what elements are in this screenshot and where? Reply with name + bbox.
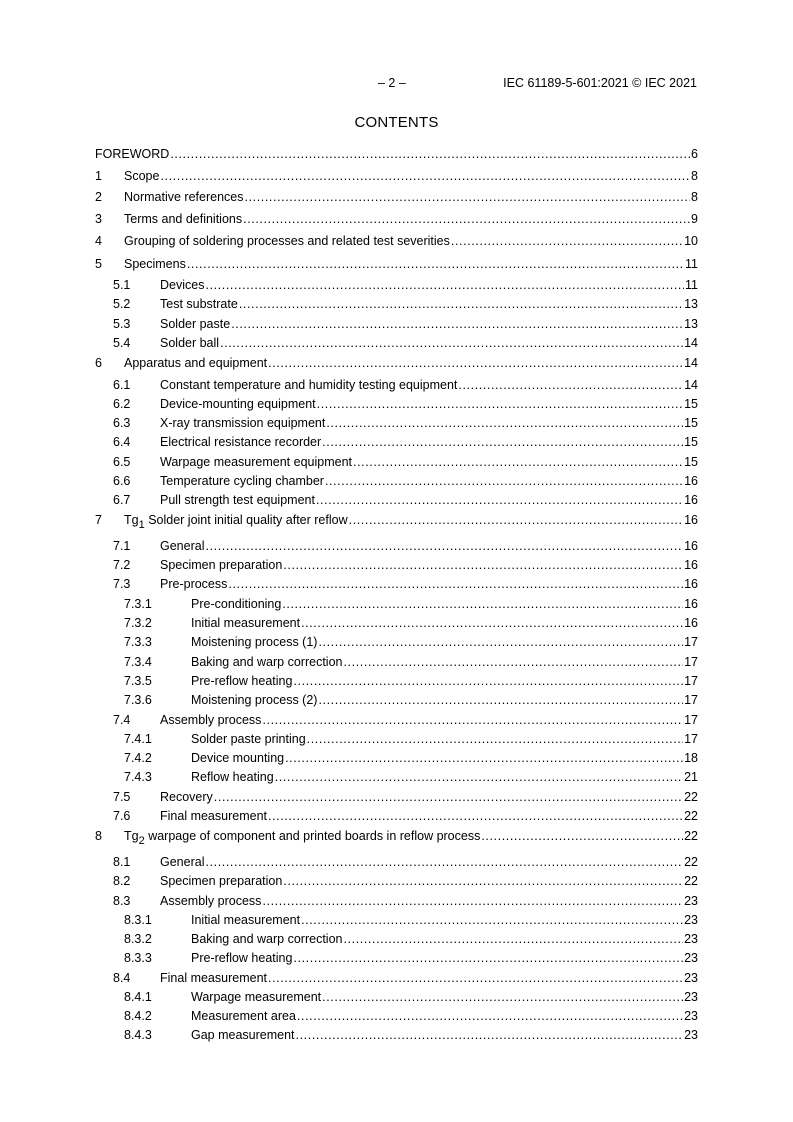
toc-entry-label-prefix: Tg [124,829,139,843]
toc-entry-label: Specimen preparation [160,558,283,572]
toc-leader-dots [231,316,683,332]
toc-entry-label: Warpage measurement [191,990,322,1004]
toc-entry-label: Pull strength test equipment [160,493,315,507]
toc-leader-dots [293,673,683,689]
toc-entry[interactable] [95,211,698,227]
toc-entry[interactable] [95,808,698,824]
toc-leader-dots [322,989,683,1005]
toc-entry[interactable] [95,931,698,947]
toc-entry-page: 14 [684,378,698,392]
toc-entry[interactable] [95,189,698,205]
toc-entry-label: Devices [160,278,205,292]
toc-entry-number: 3 [95,212,102,226]
toc-entry-page: 15 [684,455,698,469]
toc-leader-dots [343,931,683,947]
toc-entry-label: General [160,539,205,553]
toc-leader-dots [318,692,683,708]
toc-entry-label: Solder paste printing [191,732,306,746]
toc-entry-page: 16 [684,577,698,591]
toc-entry-label: Device-mounting equipment [160,397,316,411]
toc-entry-page: 16 [684,474,698,488]
toc-entry-page: 9 [691,212,698,226]
toc-entry[interactable] [95,893,698,909]
toc-entry-page: 23 [684,971,698,985]
toc-entry-number: 7.5 [113,790,131,804]
toc-entry[interactable] [95,233,698,249]
toc-entry-number: 7.4.1 [124,732,152,746]
toc-entry[interactable] [95,576,698,592]
toc-entry-number: 8.2 [113,874,131,888]
toc-entry-page: 14 [684,356,698,370]
toc-entry-page: 22 [684,829,698,843]
toc-entry-number: 7.3.3 [124,635,152,649]
toc-entry-label: Specimen preparation [160,874,283,888]
toc-entry-page: 6 [691,147,698,161]
toc-leader-dots [285,750,683,766]
toc-leader-dots [322,434,683,450]
toc-entry-label: Measurement area [191,1009,296,1023]
toc-entry-page: 23 [684,951,698,965]
toc-entry-page: 23 [684,894,698,908]
toc-leader-dots [245,189,691,205]
toc-entry[interactable] [95,615,698,631]
toc-entry-number: 7.4.3 [124,770,152,784]
toc-entry-number: 8 [95,829,102,843]
toc-entry[interactable] [95,335,698,351]
toc-leader-dots [205,277,684,293]
toc-entry-number: 7.4.2 [124,751,152,765]
toc-leader-dots [205,538,683,554]
toc-entry-page: 17 [684,732,698,746]
toc-entry-page: 8 [691,190,698,204]
toc-entry[interactable] [95,473,698,489]
toc-entry-page: 15 [684,397,698,411]
toc-entry[interactable] [95,596,698,612]
toc-entry-number: 6.5 [113,455,131,469]
toc-entry-page: 17 [684,693,698,707]
toc-entry-page: 17 [684,713,698,727]
toc-entry-label: Recovery [160,790,213,804]
toc-entry[interactable] [95,277,698,293]
toc-leader-dots [301,912,683,928]
toc-entry-label: Moistening process (2) [191,693,318,707]
toc-entry-page: 17 [684,635,698,649]
toc-leader-dots [353,454,683,470]
toc-entry-number: 7.3.6 [124,693,152,707]
toc-leader-dots [170,146,690,162]
toc-leader-dots [317,396,683,412]
toc-entry-page: 13 [684,317,698,331]
toc-entry-label: Final measurement [160,809,267,823]
toc-entry-label: Terms and definitions [124,212,243,226]
toc-entry-page: 16 [684,616,698,630]
toc-entry[interactable] [95,454,698,470]
toc-entry-page: 22 [684,855,698,869]
toc-entry-label: Assembly process [160,894,262,908]
toc-entry-page: 23 [684,913,698,927]
toc-leader-dots [239,296,683,312]
toc-entry-page: 18 [684,751,698,765]
toc-entry-page: 23 [684,1009,698,1023]
toc-leader-dots [283,873,683,889]
toc-entry[interactable] [95,970,698,986]
toc-leader-dots [282,596,683,612]
toc-entry-label: Assembly process [160,713,262,727]
toc-entry-label: Apparatus and equipment [124,356,268,370]
toc-entry-label: Pre-process [160,577,228,591]
toc-entry[interactable] [95,396,698,412]
toc-entry-label: Initial measurement [191,913,301,927]
toc-entry-label: Initial measurement [191,616,301,630]
toc-entry-page: 14 [684,336,698,350]
toc-entry-page: 16 [684,513,698,527]
toc-entry-number: 7.3.4 [124,655,152,669]
toc-entry[interactable] [95,712,698,728]
toc-leader-dots [301,615,683,631]
toc-entry-page: 10 [684,234,698,248]
toc-entry-number: 7.1 [113,539,131,553]
toc-leader-dots [458,377,683,393]
toc-entry-page: 15 [684,435,698,449]
toc-entry-label: Normative references [124,190,244,204]
toc-leader-dots [326,415,683,431]
toc-entry[interactable] [95,492,698,508]
toc-leader-dots [481,828,683,844]
toc-entry-page: 23 [684,990,698,1004]
toc-entry[interactable] [95,538,698,554]
toc-entry-number: 8.4 [113,971,131,985]
toc-entry[interactable] [95,692,698,708]
toc-entry-number: 6 [95,356,102,370]
toc-entry-number: 8.3.1 [124,913,152,927]
toc-entry-number: 5 [95,257,102,271]
toc-entry-number: 7.3.1 [124,597,152,611]
toc-entry-number: 7.3 [113,577,131,591]
toc-entry-label: Moistening process (1) [191,635,318,649]
toc-entry-label: Baking and warp correction [191,932,343,946]
toc-entry[interactable] [95,316,698,332]
toc-leader-dots [160,168,690,184]
toc-entry-page: 22 [684,874,698,888]
toc-entry[interactable] [95,377,698,393]
document-id: IEC 61189-5-601:2021 © IEC 2021 [503,76,697,90]
toc-entry-number: 6.7 [113,493,131,507]
toc-entry[interactable] [95,750,698,766]
toc-leader-dots [283,557,683,573]
toc-entry[interactable] [95,673,698,689]
toc-entry[interactable] [95,950,698,966]
toc-entry-page: 15 [684,416,698,430]
toc-entry-label: General [160,855,205,869]
toc-entry-number: 7.2 [113,558,131,572]
toc-entry[interactable] [95,989,698,1005]
toc-entry-label: Temperature cycling chamber [160,474,324,488]
toc-entry-number: 2 [95,190,102,204]
toc-leader-dots [262,893,683,909]
toc-leader-dots [268,355,683,371]
toc-leader-dots [268,970,683,986]
toc-entry-label-prefix: Tg [124,513,139,527]
toc-entry-label: Reflow heating [191,770,274,784]
toc-leader-dots [243,211,690,227]
toc-entry-label: Pre-reflow heating [191,951,293,965]
page-header [0,76,793,92]
toc-leader-dots [349,512,684,528]
toc-entry-number: 7.4 [113,713,131,727]
toc-entry-label: Final measurement [160,971,267,985]
toc-entry-label-subscript: 1 [138,519,145,531]
toc-entry-label: Constant temperature and humidity testing equipment [160,378,458,392]
toc-entry-page: 16 [684,597,698,611]
toc-entry-number: 8.4.1 [124,990,152,1004]
toc-entry[interactable] [95,912,698,928]
toc-entry-page: 8 [691,169,698,183]
toc-entry-label: Electrical resistance recorder [160,435,322,449]
toc-entry-number: 8.3.3 [124,951,152,965]
toc-entry-number: 6.3 [113,416,131,430]
toc-entry-label: Grouping of soldering processes and related test severities [124,234,450,248]
toc-entry[interactable] [95,512,698,531]
toc-entry-label [124,828,481,847]
toc-leader-dots [343,654,683,670]
toc-leader-dots [318,634,683,650]
toc-entry-page: 17 [684,674,698,688]
toc-leader-dots [262,712,683,728]
toc-entry-label [124,512,349,531]
toc-entry-label-text: Solder joint initial quality after reflow [144,513,348,527]
toc-entry-label: Device mounting [191,751,285,765]
toc-entry-page: 11 [685,278,698,292]
toc-entry-label: Pre-reflow heating [191,674,293,688]
toc-entry-page: 23 [684,1028,698,1042]
toc-entry[interactable] [95,854,698,870]
toc-entry-label: Warpage measurement equipment [160,455,352,469]
toc-entry[interactable] [95,256,698,272]
toc-entry-page: 13 [684,297,698,311]
toc-entry[interactable] [95,1027,698,1043]
toc-entry[interactable] [95,146,698,162]
toc-entry-number: 8.1 [113,855,131,869]
toc-entry-page: 17 [684,655,698,669]
toc-entry[interactable] [95,731,698,747]
toc-entry-label: Solder paste [160,317,231,331]
page-title: CONTENTS [354,114,439,131]
toc-leader-dots [325,473,683,489]
toc-entry-number: 8.4.3 [124,1028,152,1042]
toc-entry-number: 7.3.5 [124,674,152,688]
page-number: – 2 – [378,76,406,90]
toc-entry-label: X-ray transmission equipment [160,416,326,430]
toc-entry-label: Pre-conditioning [191,597,282,611]
toc-entry-page: 16 [684,558,698,572]
toc-entry-label: Gap measurement [191,1028,295,1042]
toc-entry-label: Specimens [124,257,186,271]
toc-leader-dots [187,256,684,272]
toc-leader-dots [228,576,683,592]
toc-entry-number: 8.4.2 [124,1009,152,1023]
toc-entry-number: 8.3 [113,894,131,908]
toc-leader-dots [297,1008,683,1024]
toc-entry-label-text: warpage of component and printed boards in reflow process [144,829,481,843]
toc-entry[interactable] [95,355,698,371]
toc-entry-page: 23 [684,932,698,946]
toc-entry-number: 5.3 [113,317,131,331]
toc-leader-dots [296,1027,684,1043]
toc-entry[interactable] [95,557,698,573]
toc-entry-label: FOREWORD [95,147,170,161]
toc-entry-label: Baking and warp correction [191,655,343,669]
toc-entry-page: 16 [684,539,698,553]
toc-entry[interactable] [95,296,698,312]
toc-entry-page: 22 [684,809,698,823]
toc-leader-dots [205,854,683,870]
toc-entry-number: 7.3.2 [124,616,152,630]
toc-entry-label: Test substrate [160,297,238,311]
toc-entry-number: 6.6 [113,474,131,488]
toc-leader-dots [316,492,683,508]
toc-leader-dots [220,335,683,351]
toc-entry-number: 6.2 [113,397,131,411]
toc-entry-number: 1 [95,169,102,183]
toc-leader-dots [214,789,683,805]
toc-leader-dots [307,731,683,747]
toc-entry-number: 8.3.2 [124,932,152,946]
toc-leader-dots [268,808,683,824]
toc-entry[interactable] [95,415,698,431]
toc-entry-page: 21 [684,770,698,784]
toc-entry[interactable] [95,168,698,184]
toc-entry[interactable] [95,434,698,450]
toc-entry-number: 7 [95,513,102,527]
toc-entry-number: 6.4 [113,435,131,449]
toc-entry[interactable] [95,634,698,650]
toc-entry-page: 16 [684,493,698,507]
toc-entry[interactable] [95,769,698,785]
toc-entry-number: 4 [95,234,102,248]
toc-entry-page: 22 [684,790,698,804]
toc-leader-dots [451,233,683,249]
toc-entry-number: 7.6 [113,809,131,823]
toc-entry[interactable] [95,1008,698,1024]
toc-entry[interactable] [95,789,698,805]
toc-entry[interactable] [95,654,698,670]
toc-leader-dots [293,950,683,966]
toc-entry-label: Scope [124,169,160,183]
toc-leader-dots [275,769,683,785]
toc-entry-number: 5.4 [113,336,131,350]
toc-entry-number: 6.1 [113,378,131,392]
toc-entry-page: 11 [685,257,698,271]
toc-entry[interactable] [95,873,698,889]
toc-entry-number: 5.1 [113,278,131,292]
toc-entry-label-subscript: 2 [138,835,145,847]
toc-entry-number: 5.2 [113,297,131,311]
toc-entry[interactable] [95,828,698,847]
toc-entry-label: Solder ball [160,336,220,350]
